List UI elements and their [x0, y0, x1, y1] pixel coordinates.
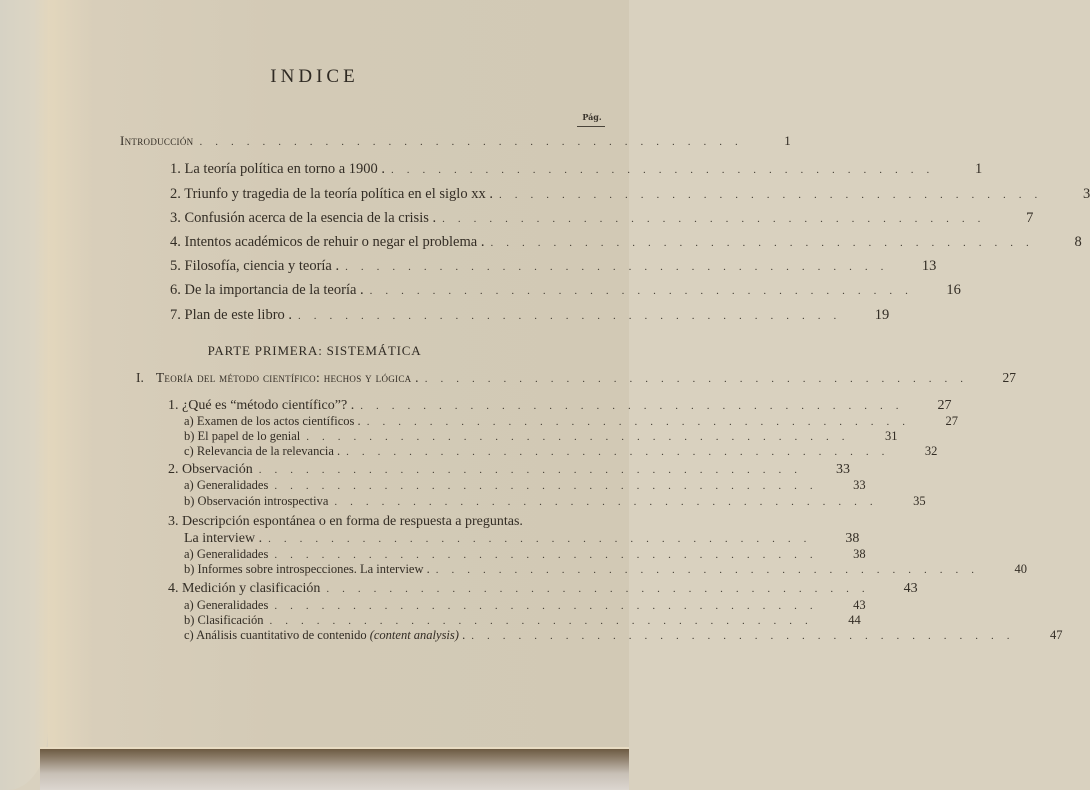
dot-leader: ................................... — [471, 630, 1023, 642]
dot-leader: ................................... — [346, 446, 898, 458]
toc-page-number: 38 — [853, 547, 866, 561]
toc-label: b) Observación introspectiva — [184, 494, 329, 508]
toc-label: Introducción — [120, 133, 194, 148]
toc-section-entry — [184, 478, 866, 493]
toc-section-entry — [184, 628, 1063, 643]
toc-page-number: 43 — [903, 581, 918, 596]
toc-label: 1. ¿Qué es “método científico”? . — [168, 398, 355, 413]
toc-section-entry — [184, 547, 866, 562]
toc-label: La interview . — [184, 531, 263, 546]
toc-chapter-entry — [136, 370, 1017, 386]
toc-label: a) Generalidades — [184, 598, 269, 612]
toc-page-number: 8 — [1074, 234, 1082, 250]
left-page-edge — [0, 0, 48, 790]
toc-page-number: 19 — [874, 307, 890, 323]
toc-page-number: 40 — [1014, 562, 1028, 576]
part-title: PARTE PRIMERA: SISTEMÁTICA — [207, 343, 422, 358]
toc-section-entry — [184, 531, 860, 547]
toc-label: a) Examen de los actos científicos . — [184, 414, 361, 428]
toc-label: 2. Observación — [168, 462, 253, 477]
toc-entry — [170, 161, 983, 178]
dot-leader: ................................... — [306, 431, 858, 443]
toc-entry-introduction — [120, 133, 791, 149]
dot-leader: ................................... — [274, 600, 826, 612]
toc-entry — [170, 258, 937, 275]
toc-section-entry — [184, 598, 866, 613]
toc-section-entry — [184, 414, 958, 429]
toc-label: 4. Intentos académicos de rehuir o negar el problema . — [170, 234, 485, 250]
toc-label: 5. Filosofía, ciencia y teoría . — [170, 258, 340, 274]
toc-label: b) Clasificación — [184, 613, 264, 627]
toc-section-entry — [184, 562, 1028, 577]
toc-label: 3. Descripción espontánea o en forma de respuesta a preguntas. — [168, 514, 523, 529]
toc-page-number: 31 — [885, 429, 898, 443]
toc-page-number: 3 — [1082, 186, 1090, 202]
toc-page-number: 38 — [845, 531, 860, 546]
dot-leader: ................................... — [298, 310, 850, 322]
toc-page-number: 16 — [946, 282, 961, 298]
dot-leader: ................................... — [435, 564, 988, 576]
dot-leader: ................................... — [199, 136, 751, 148]
page-column-label: Pág. — [582, 112, 602, 122]
toc-page-number: 35 — [913, 494, 926, 508]
toc-page-number: 27 — [1002, 370, 1017, 385]
toc-page-number: 1 — [975, 161, 983, 177]
toc-label: 2. Triunfo y tragedia de la teoría política en el siglo xx . — [170, 186, 493, 202]
toc-label: 1. La teoría política en torno a 1900 . — [170, 161, 386, 177]
toc-page-number: 13 — [921, 258, 937, 274]
toc-label: 6. De la importancia de la teoría . — [170, 282, 364, 298]
dot-leader: ................................... — [334, 496, 886, 508]
toc-section-entry — [184, 494, 926, 509]
dot-leader: ................................... — [490, 237, 1042, 249]
toc-page-number: 32 — [924, 444, 938, 458]
dot-leader: ................................... — [274, 480, 826, 492]
page-column-rule — [577, 126, 605, 127]
toc-label: Teoría del método científico: hechos y lógica . — [155, 370, 419, 385]
toc-label: a) Generalidades — [184, 547, 269, 561]
dot-leader: ................................... — [498, 189, 1051, 201]
toc-page-number: 27 — [945, 414, 958, 428]
toc-label: 4. Medición y clasificación — [168, 581, 321, 596]
toc-page-number: 33 — [853, 478, 866, 492]
dot-leader: ................................... — [360, 400, 912, 412]
toc-label: c) Relevancia de la relevancia . — [184, 444, 341, 458]
toc-page-number: 43 — [853, 598, 866, 612]
toc-entry — [170, 307, 890, 324]
dot-leader: ................................... — [345, 261, 897, 273]
toc-section-entry — [184, 613, 861, 628]
toc-label: b) El papel de lo genial — [184, 429, 301, 443]
toc-entry — [170, 210, 1034, 227]
dot-leader: ................................... — [274, 549, 826, 561]
toc-section-entry — [168, 581, 918, 597]
toc-page-number: 33 — [836, 462, 851, 477]
dot-leader: ................................... — [326, 583, 878, 595]
dot-leader: ................................... — [369, 285, 921, 297]
chapter-number: I. — [136, 370, 144, 385]
toc-label: c) Análisis cuantitativo de contenido (content analysis) . — [184, 628, 466, 642]
toc-entry — [170, 234, 1082, 251]
toc-label: 7. Plan de este libro . — [170, 307, 293, 323]
page-title: INDICE — [270, 66, 359, 87]
toc-section-entry — [168, 398, 952, 414]
toc-entry — [170, 186, 1090, 203]
toc-page-number: 47 — [1049, 628, 1063, 642]
toc-section-entry — [184, 429, 898, 444]
dot-leader: ................................... — [424, 373, 977, 385]
toc-label: 3. Confusión acerca de la esencia de la crisis . — [170, 210, 437, 226]
toc-section-entry — [168, 514, 608, 530]
toc-page-number: 1 — [784, 133, 791, 148]
toc-entry — [170, 282, 961, 299]
dot-leader: ................................... — [258, 464, 811, 476]
toc-label-italic: (content analysis) — [369, 628, 459, 642]
dot-leader: ................................... — [366, 416, 918, 428]
toc-label: a) Generalidades — [184, 478, 269, 492]
toc-page-number: 7 — [1026, 210, 1034, 226]
dot-leader: ................................... — [269, 615, 821, 627]
dot-leader: ................................... — [268, 533, 820, 545]
toc-page-number: 44 — [848, 613, 861, 627]
toc-section-entry — [184, 444, 938, 459]
dot-leader: ................................... — [442, 213, 994, 225]
toc-page-number: 27 — [937, 398, 952, 413]
dot-leader: ................................... — [391, 164, 943, 176]
toc-label: b) Informes sobre introspecciones. La interview . — [184, 562, 430, 576]
page-shadow — [40, 749, 629, 790]
toc-section-entry — [168, 462, 851, 478]
